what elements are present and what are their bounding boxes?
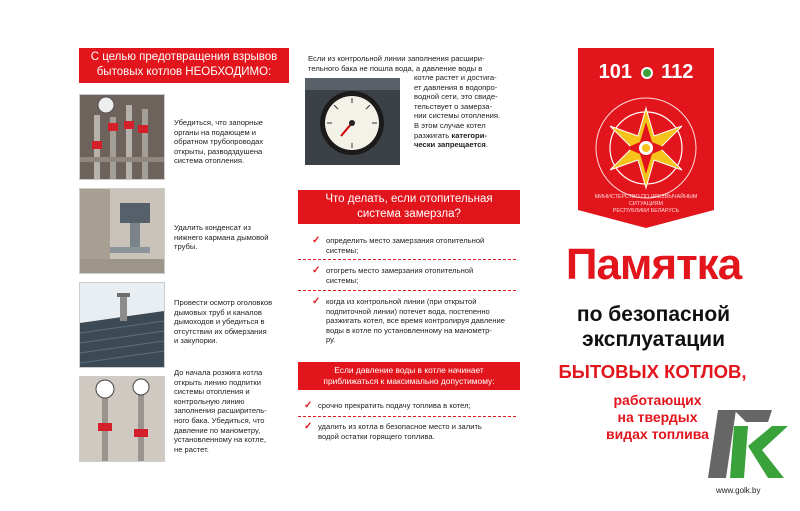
phone-112: 112 — [661, 61, 694, 83]
subtitle-line: по безопасной — [576, 303, 731, 326]
text-line: подпиточной линии) потечет вода, постепенно — [326, 306, 490, 316]
chimney-pipe-photo — [79, 188, 165, 274]
roof-illustration — [80, 283, 164, 367]
text-line: системы отопления и — [174, 387, 250, 397]
text-line: нижнего кармана дымовой — [174, 232, 269, 242]
text-line: трубы. — [174, 242, 198, 252]
valves-illustration — [80, 95, 164, 179]
text-line: контрольную линию — [174, 396, 245, 406]
divider — [298, 259, 516, 260]
manometer-valves-photo — [79, 376, 165, 462]
text-line: системы; — [326, 245, 359, 255]
left-header — [79, 48, 289, 83]
subtitle-block — [546, 302, 761, 352]
frozen-list-item — [312, 297, 538, 345]
left-item-text — [174, 368, 292, 454]
text-line: дымоходов и убедиться в — [174, 317, 265, 327]
frozen-list-item — [312, 236, 538, 255]
checkmark-icon: ✓ — [304, 421, 313, 432]
valves-photo — [79, 94, 165, 180]
divider — [298, 416, 516, 417]
pressure-header — [298, 362, 520, 390]
text-line: обратном трубопроводах — [174, 137, 264, 147]
text-line: дымовых труб и каналов — [174, 307, 262, 317]
text-line: отсутствии их обмерзания — [174, 326, 267, 336]
bold-text: чески запрещается — [414, 140, 486, 150]
frozen-list-item — [312, 266, 538, 285]
emblem-text: МИНИСТЕРСТВО ПО ЧРЕЗВЫЧАЙНЫМ СИТУАЦИЯМ — [594, 194, 698, 207]
text-line: ного бака. Убедиться, что — [174, 415, 265, 425]
checkmark-icon: ✓ — [312, 235, 321, 246]
divider — [298, 290, 516, 291]
header-line: система замерзла? — [357, 208, 461, 220]
pressure-gauge-illustration — [305, 78, 400, 165]
frozen-header — [298, 190, 520, 224]
text-line: тельствует о замерза- — [414, 101, 493, 111]
text-line: Провести осмотр оголовков — [174, 298, 273, 307]
text-line: водой остатки горящего топлива. — [318, 431, 435, 441]
manometer-valves-illustration — [80, 377, 164, 461]
left-header-line: С целью предотвращения взрывов — [90, 51, 278, 63]
text-line: Убедиться, что запорные — [174, 118, 264, 127]
text-line: системы; — [326, 275, 359, 285]
left-item-text — [174, 223, 292, 252]
emblem-caption — [578, 194, 714, 215]
text-line: установленному на котле, — [174, 435, 266, 445]
text-line: система отопления. — [174, 156, 245, 166]
text-line: открыты, разводздушена — [174, 146, 263, 156]
text-line: тельного бака не пошла вода, а давление воды в — [308, 63, 483, 73]
chimney-pipe-illustration — [80, 189, 164, 273]
text-line: органы на подающем и — [174, 127, 257, 137]
text-line: Если из контрольной линии заполнения расшири- — [308, 54, 485, 63]
left-item-text — [174, 298, 292, 346]
text-line: чески запрещается. — [414, 140, 488, 150]
text-line: котле растет и достига- — [414, 73, 497, 82]
header-line: приближаться к максимально допустимому: — [323, 376, 495, 386]
emblem-text: РЕСПУБЛИКИ БЕЛАРУСЬ — [612, 208, 680, 214]
pressure-gauge-photo — [305, 78, 400, 165]
checkmark-icon: ✓ — [312, 296, 321, 307]
text-line: открыть линию подпитки — [174, 377, 261, 387]
text-line: нии системы отопления. — [414, 111, 501, 121]
text-line: В этом случае котел — [414, 120, 486, 130]
text-line: Удалить конденсат из — [174, 223, 251, 232]
subtitle-line: видах топлива — [606, 426, 709, 442]
text-line: До начала розжига котла — [174, 368, 263, 377]
text-line: определить место замерзания отопительной — [326, 236, 485, 245]
text-line: ру. — [326, 335, 336, 345]
text-line: не растет. — [174, 444, 209, 454]
mchs-emblem-icon — [594, 96, 698, 200]
phone-numbers — [578, 60, 714, 84]
golk-logo-icon — [704, 402, 788, 482]
text-line: отогреть место замерзания отопительной — [326, 266, 474, 275]
text-line: заполнения расширитель- — [174, 406, 267, 416]
text-line: давление по манометру, — [174, 425, 261, 435]
subtitle-line: работающих — [613, 392, 702, 408]
text-line: разжигать котел, все время контролируя давление — [326, 316, 506, 326]
header-line: Если давление воды в котле начинает — [334, 365, 484, 375]
header-line: Что делать, если отопительная — [325, 193, 493, 205]
title-pamyatka: Памятка — [565, 240, 742, 289]
text-line: срочно прекратить подачу топлива в котел; — [318, 401, 471, 410]
text-line: когда из контрольной линии (при открытой — [326, 297, 477, 306]
subtitle-boilers: БЫТОВЫХ КОТЛОВ, — [558, 361, 747, 382]
roof-chimney-photo — [79, 282, 165, 368]
subtitle-line: эксплуатации — [581, 328, 726, 351]
phone-101: 101 — [598, 61, 632, 83]
intro-paragraph — [308, 54, 523, 73]
text-line: и закупорки. — [174, 336, 218, 346]
checkmark-icon: ✓ — [312, 265, 321, 276]
text-span: разжигать — [414, 130, 450, 140]
text-line: удалить из котла в безопасное место и залить — [318, 422, 482, 431]
text-line — [414, 131, 524, 141]
text-line: воды в котле по установленному на манометр- — [326, 325, 492, 335]
bold-text: категори- — [451, 130, 487, 140]
checkmark-icon: ✓ — [304, 400, 313, 411]
intro-paragraph-cont — [414, 73, 524, 150]
text-line: водной сети, это свиде- — [414, 92, 498, 102]
emergency-banner — [578, 48, 714, 228]
left-header-line: бытовых котлов НЕОБХОДИМО: — [96, 66, 272, 78]
subtitle-line: на твердых — [617, 409, 698, 425]
phone-icon — [641, 67, 653, 79]
text-line: ет давления в водопро- — [414, 82, 498, 92]
left-item-text — [174, 118, 292, 166]
pressure-list-item — [304, 401, 536, 411]
watermark-url: www.golk.by — [716, 486, 761, 495]
pressure-list-item — [304, 422, 536, 441]
